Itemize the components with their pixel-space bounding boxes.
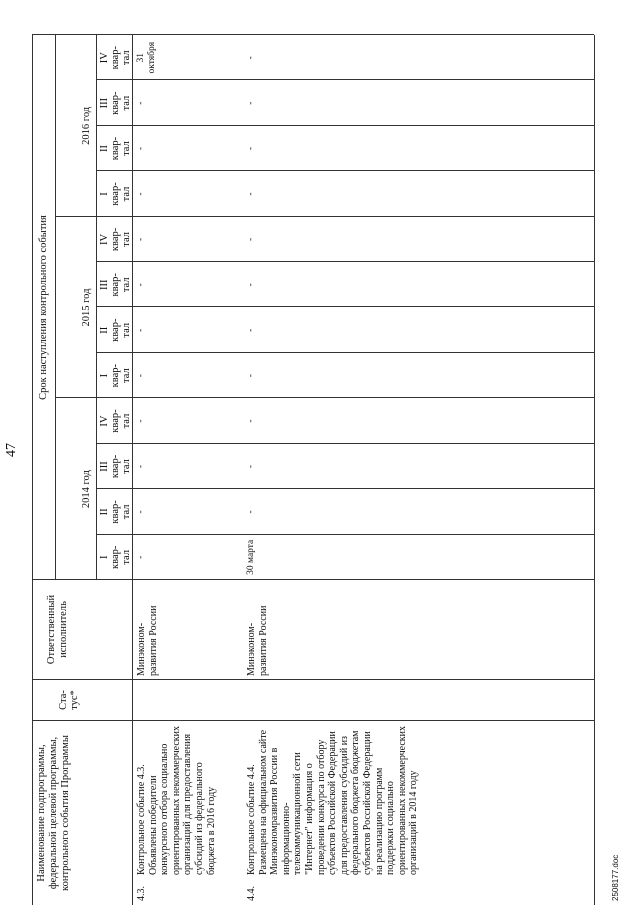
- grid-line: [594, 35, 595, 905]
- deadline-column-header: Срок наступления контрольного события: [38, 215, 49, 400]
- empty-quarter-dash: -: [136, 419, 146, 423]
- empty-quarter-dash: -: [136, 283, 146, 287]
- grid-line: [96, 307, 594, 308]
- deadline-date: 30 марта: [246, 539, 256, 575]
- empty-quarter-dash: -: [246, 328, 256, 332]
- quarter-header: квар- тал: [110, 227, 132, 252]
- grid-line: [32, 720, 594, 721]
- empty-quarter-dash: -: [136, 146, 146, 151]
- quarter-header: квар- тал: [110, 545, 132, 569]
- responsible-column-header: Ответственный исполнитель: [46, 594, 69, 665]
- empty-quarter-dash: -: [246, 510, 256, 514]
- quarter-header: квар- тал: [110, 46, 132, 70]
- quarter-header: II: [99, 508, 110, 516]
- empty-quarter-dash: -: [246, 464, 256, 469]
- quarter-header: квар- тал: [110, 273, 132, 297]
- empty-quarter-dash: -: [246, 146, 256, 151]
- empty-quarter-dash: -: [246, 374, 256, 378]
- year-header: 2016 год: [81, 106, 92, 145]
- quarter-header: III: [99, 461, 110, 472]
- empty-quarter-dash: -: [136, 237, 146, 241]
- quarter-header: IV: [99, 415, 110, 427]
- quarter-header: I: [99, 555, 110, 560]
- grid-line: [96, 125, 594, 126]
- grid-line: [96, 488, 594, 489]
- grid-line: [55, 35, 56, 580]
- grid-line: [32, 679, 594, 680]
- quarter-header: I: [99, 373, 110, 378]
- quarter-header: квар- тал: [110, 409, 132, 433]
- responsible-executor: Минэконом- развития России: [136, 605, 159, 676]
- empty-quarter-dash: -: [246, 237, 256, 241]
- quarter-header: квар- тал: [110, 363, 132, 388]
- row-number: 4.4.: [246, 886, 257, 901]
- empty-quarter-dash: -: [136, 510, 146, 514]
- quarter-header: IV: [99, 52, 110, 64]
- file-reference: 2508177.doc: [611, 854, 620, 901]
- quarter-header: III: [99, 97, 110, 109]
- empty-quarter-dash: -: [136, 192, 146, 196]
- quarter-header: II: [99, 145, 110, 153]
- grid-line: [96, 352, 594, 353]
- quarter-header: квар- тал: [110, 136, 132, 161]
- status-column-header: Ста- тус*: [58, 690, 80, 710]
- grid-line: [32, 35, 33, 905]
- empty-quarter-dash: -: [136, 328, 146, 332]
- empty-quarter-dash: -: [136, 464, 146, 469]
- quarter-header: III: [99, 279, 110, 291]
- quarter-header: квар- тал: [110, 182, 132, 206]
- empty-quarter-dash: -: [136, 101, 146, 105]
- empty-quarter-dash: -: [246, 101, 256, 105]
- grid-line: [96, 261, 594, 262]
- grid-line: [96, 35, 97, 580]
- empty-quarter-dash: -: [246, 192, 256, 196]
- event-name: Контрольное событие 4.4. Размещена на официальном сайте Минэкономразвития России в информационно-телекоммуникационной сети "Интернет" информация о проведении конкурса по отбору субъектов Российской Федерации для предоставления субсидий из федерального бюджета бюджетам субъектов Российской Федерации на реализацию программ поддержки социально ориентированных некоммерческих организаций в 2014 году: [246, 726, 420, 875]
- grid-line: [96, 443, 594, 444]
- empty-quarter-dash: -: [246, 419, 256, 423]
- quarter-header: квар- тал: [110, 454, 132, 479]
- quarter-header: IV: [99, 233, 110, 245]
- quarter-header: II: [99, 326, 110, 334]
- empty-quarter-dash: -: [246, 283, 256, 287]
- name-column-header: Наименование подпрограммы, федеральной целевой программы, контрольного события Программы: [36, 735, 71, 891]
- empty-quarter-dash: -: [136, 555, 146, 559]
- empty-quarter-dash: -: [136, 374, 146, 378]
- quarter-header: I: [99, 192, 110, 196]
- grid-line: [132, 35, 133, 905]
- row-number: 4.3.: [136, 886, 147, 901]
- year-header: 2014 год: [81, 470, 92, 509]
- quarter-header: квар- тал: [110, 91, 132, 115]
- year-header: 2015 год: [81, 288, 92, 327]
- responsible-executor: Минэконом- развития России: [246, 605, 269, 676]
- quarter-header: квар- тал: [110, 318, 132, 342]
- page-number: 47: [4, 443, 19, 457]
- grid-line: [96, 170, 594, 171]
- grid-line: [96, 534, 594, 535]
- deadline-date: 31 октября: [136, 41, 157, 74]
- grid-line: [96, 79, 594, 80]
- quarter-header: квар- тал: [110, 500, 132, 524]
- event-name: Контрольное событие 4.3. Объявлены победители конкурсного отбора социально ориентированных некоммерческих организаций для предоставления субсидий из федерального бюджета в 2016 году: [136, 726, 217, 875]
- empty-quarter-dash: -: [246, 56, 256, 60]
